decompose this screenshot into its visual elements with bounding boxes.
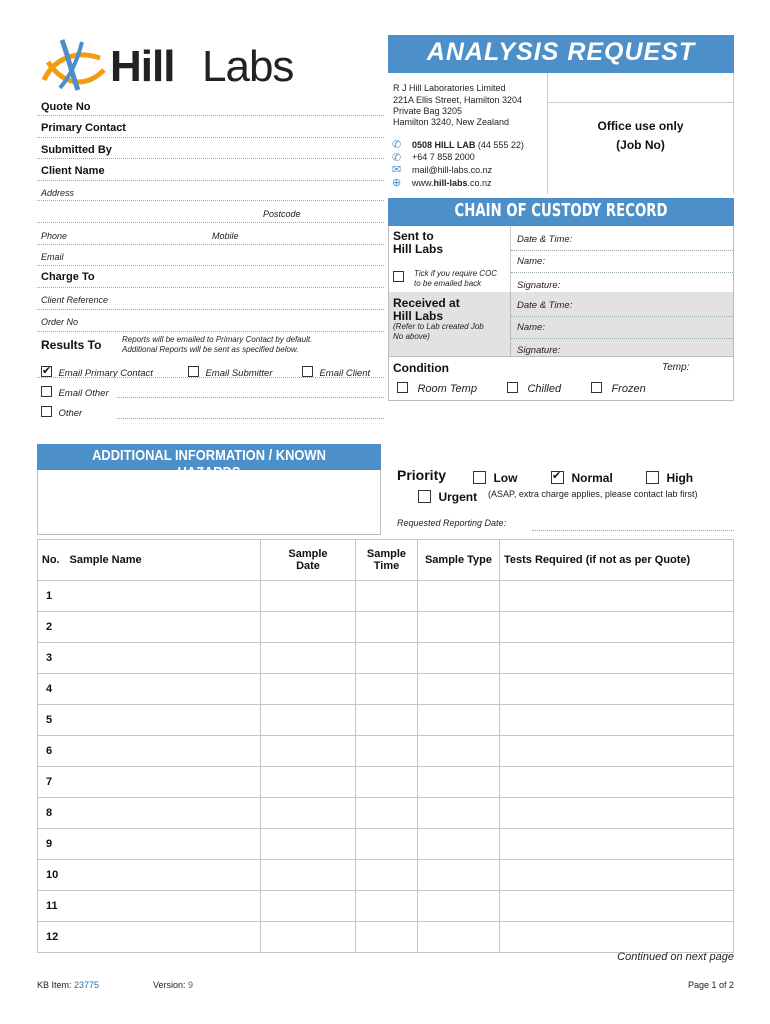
cell-no: 8 xyxy=(38,798,64,829)
email-client-checkbox[interactable] xyxy=(302,366,313,377)
room-temp-checkbox[interactable] xyxy=(397,382,408,393)
order-no-field[interactable] xyxy=(37,331,384,332)
charge-to-label: Charge To xyxy=(41,271,95,283)
tick-coc-line1: Tick if you require COC xyxy=(414,269,498,278)
company-city: Hamilton 3240, New Zealand xyxy=(393,117,510,127)
hill-labs-logo xyxy=(38,36,308,94)
temp-label: Temp: xyxy=(662,362,690,373)
cell-sample-type[interactable] xyxy=(418,736,500,767)
phone-icon-2: ✆ xyxy=(392,152,402,164)
cell-sample-type[interactable] xyxy=(418,674,500,705)
urgent-note: (ASAP, extra charge applies, please contact lab first) xyxy=(488,489,698,499)
kb-item-value: 23775 xyxy=(74,980,100,990)
priority-urgent-checkbox[interactable] xyxy=(418,490,431,503)
sent-date-field[interactable] xyxy=(511,250,733,251)
cell-sample-time[interactable] xyxy=(356,643,418,674)
col-tests-required: Tests Required (if not as per Quote) xyxy=(500,540,734,581)
email-client-label: Email Client xyxy=(319,368,371,379)
cell-sample-date[interactable] xyxy=(261,643,356,674)
cell-sample-date[interactable] xyxy=(261,581,356,612)
email-primary-checkbox[interactable] xyxy=(41,366,52,377)
address-field-2[interactable] xyxy=(37,222,384,223)
cell-tests-required[interactable] xyxy=(500,643,734,674)
phone-field[interactable] xyxy=(37,244,384,245)
cell-sample-name[interactable] xyxy=(64,674,261,705)
cell-tests-required[interactable] xyxy=(500,674,734,705)
priority-normal-checkbox[interactable] xyxy=(551,471,564,484)
table-row xyxy=(38,891,734,922)
email-label: Email xyxy=(41,252,64,262)
sent-name-field[interactable] xyxy=(511,272,733,273)
email-submitter-option[interactable] xyxy=(188,363,273,381)
email-other-checkbox[interactable] xyxy=(41,386,52,397)
cell-no: 9 xyxy=(38,829,64,860)
cell-sample-time[interactable] xyxy=(356,829,418,860)
cell-sample-name[interactable] xyxy=(64,798,261,829)
version-value: 9 xyxy=(188,980,194,990)
cell-sample-name[interactable] xyxy=(64,643,261,674)
chilled-option[interactable] xyxy=(507,379,561,397)
hill-labs-logo-icon xyxy=(38,36,110,92)
quote-no-field[interactable] xyxy=(37,115,384,116)
table-row xyxy=(38,767,734,798)
cell-sample-name[interactable] xyxy=(64,705,261,736)
company-street: 221A Ellis Street, Hamilton 3204 xyxy=(393,95,523,105)
cell-sample-date[interactable] xyxy=(261,860,356,891)
col-sample-type: Sample Type xyxy=(418,540,500,581)
other-option[interactable] xyxy=(41,403,82,421)
table-row xyxy=(38,674,734,705)
coc-email-back-checkbox[interactable] xyxy=(393,271,404,282)
email-submitter-checkbox[interactable] xyxy=(188,366,199,377)
email-submitter-label: Email Submitter xyxy=(205,368,273,379)
office-use-box-top-mark xyxy=(547,73,734,103)
kb-item-label: KB Item: xyxy=(37,980,72,990)
coc-email-back-option[interactable] xyxy=(393,268,404,286)
company-email[interactable]: mail@hill-labs.co.nz xyxy=(412,165,493,175)
office-use-job-no: (Job No) xyxy=(616,138,665,152)
cell-no: 4 xyxy=(38,674,64,705)
condition-top-rule xyxy=(389,356,733,357)
col-sample-name: Sample Name xyxy=(64,540,261,581)
received-divider xyxy=(510,292,511,356)
cell-tests-required[interactable] xyxy=(500,860,734,891)
sent-date-time-label: Date & Time: xyxy=(517,234,573,245)
priority-normal-label: Normal xyxy=(571,471,613,485)
company-website[interactable] xyxy=(412,178,492,188)
table-row xyxy=(38,612,734,643)
priority-high-label: High xyxy=(666,471,694,485)
received-name-label: Name: xyxy=(517,322,545,333)
submitted-by-label: Submitted By xyxy=(41,144,112,156)
company-bag: Private Bag 3205 xyxy=(393,106,463,116)
company-phone1-bold: 0508 HILL LAB xyxy=(412,140,476,150)
received-name-field[interactable] xyxy=(511,338,733,339)
email-field[interactable] xyxy=(37,265,384,266)
col-sample-date xyxy=(261,540,356,581)
cell-sample-name[interactable] xyxy=(64,612,261,643)
col-sample-time-text: Sample Time xyxy=(366,548,407,572)
sent-name-label: Name: xyxy=(517,256,545,267)
cell-tests-required[interactable] xyxy=(500,922,734,953)
samples-table-header xyxy=(38,540,734,581)
table-row xyxy=(38,860,734,891)
other-checkbox[interactable] xyxy=(41,406,52,417)
logo-text-light: Labs xyxy=(202,42,294,91)
cell-sample-date[interactable] xyxy=(261,922,356,953)
continued-note: Continued on next page xyxy=(617,951,734,963)
room-temp-label: Room Temp xyxy=(417,383,477,395)
kb-item xyxy=(37,980,99,990)
web-post: .co.nz xyxy=(467,178,492,188)
other-field[interactable] xyxy=(117,418,384,419)
cell-sample-type[interactable] xyxy=(418,860,500,891)
cell-sample-type[interactable] xyxy=(418,767,500,798)
results-to-label: Results To xyxy=(41,338,102,352)
submitted-by-field[interactable] xyxy=(37,158,384,159)
client-name-field[interactable] xyxy=(37,180,384,181)
cell-sample-time[interactable] xyxy=(356,860,418,891)
room-temp-option[interactable] xyxy=(397,379,477,397)
cell-sample-date[interactable] xyxy=(261,705,356,736)
cell-no: 6 xyxy=(38,736,64,767)
received-signature-label: Signature: xyxy=(517,345,561,356)
results-note-1: Reports will be emailed to Primary Contact by default. xyxy=(122,335,313,344)
table-row xyxy=(38,705,734,736)
received-date-field[interactable] xyxy=(511,316,733,317)
additional-info-title: ADDITIONAL INFORMATION / KNOWN HAZARDS xyxy=(92,447,326,481)
results-options-line xyxy=(37,377,384,378)
email-primary-label: Email Primary Contact xyxy=(58,368,153,379)
cell-sample-name[interactable] xyxy=(64,581,261,612)
requested-date-field[interactable] xyxy=(532,530,734,531)
frozen-option[interactable] xyxy=(591,379,646,397)
mobile-label: Mobile xyxy=(212,231,239,241)
cell-no: 2 xyxy=(38,612,64,643)
email-other-field[interactable] xyxy=(117,397,384,398)
priority-low-checkbox[interactable] xyxy=(473,471,486,484)
cell-sample-time[interactable] xyxy=(356,891,418,922)
cell-sample-type[interactable] xyxy=(418,798,500,829)
version-label: Version: xyxy=(153,980,186,990)
frozen-checkbox[interactable] xyxy=(591,382,602,393)
received-hill-labs-label: Hill Labs xyxy=(393,309,444,323)
cell-sample-date[interactable] xyxy=(261,674,356,705)
cell-sample-date[interactable] xyxy=(261,829,356,860)
email-other-option[interactable] xyxy=(41,383,109,401)
cell-sample-time[interactable] xyxy=(356,612,418,643)
samples-table xyxy=(37,539,734,953)
samples-table-body xyxy=(38,581,734,953)
address-field-1[interactable] xyxy=(37,200,384,201)
cell-no: 10 xyxy=(38,860,64,891)
cell-no: 11 xyxy=(38,891,64,922)
cell-tests-required[interactable] xyxy=(500,891,734,922)
cell-sample-time[interactable] xyxy=(356,581,418,612)
results-note-2: Additional Reports will be sent as specified below. xyxy=(122,345,299,354)
cell-sample-time[interactable] xyxy=(356,736,418,767)
cell-sample-name[interactable] xyxy=(64,767,261,798)
priority-label: Priority xyxy=(397,467,447,483)
analysis-request-title: ANALYSIS REQUEST xyxy=(426,38,696,66)
table-row xyxy=(38,829,734,860)
table-row xyxy=(38,798,734,829)
cell-sample-name[interactable] xyxy=(64,736,261,767)
table-row xyxy=(38,922,734,953)
cell-no: 1 xyxy=(38,581,64,612)
table-row xyxy=(38,736,734,767)
order-no-label: Order No xyxy=(41,317,79,327)
coc-title: CHAIN OF CUSTODY RECORD xyxy=(454,200,668,221)
company-phone1-rest: (44 555 22) xyxy=(477,140,524,150)
other-label: Other xyxy=(58,408,83,419)
cell-sample-type[interactable] xyxy=(418,891,500,922)
mail-icon: ✉ xyxy=(392,164,402,176)
cell-tests-required[interactable] xyxy=(500,705,734,736)
received-at-label: Received at xyxy=(393,296,460,310)
col-sample-time xyxy=(356,540,418,581)
cell-tests-required[interactable] xyxy=(500,612,734,643)
cell-sample-name[interactable] xyxy=(64,891,261,922)
cell-sample-date[interactable] xyxy=(261,891,356,922)
requested-date-label: Requested Reporting Date: xyxy=(397,518,507,528)
cell-sample-time[interactable] xyxy=(356,705,418,736)
cell-tests-required[interactable] xyxy=(500,736,734,767)
web-bold: hill-labs xyxy=(433,178,468,188)
cell-sample-time[interactable] xyxy=(356,922,418,953)
cell-sample-name[interactable] xyxy=(64,829,261,860)
cell-sample-name[interactable] xyxy=(64,860,261,891)
priority-low-option[interactable] xyxy=(473,469,517,487)
priority-urgent-label: Urgent xyxy=(438,490,478,504)
priority-low-label: Low xyxy=(493,471,518,485)
cell-tests-required[interactable] xyxy=(500,829,734,860)
cell-sample-date[interactable] xyxy=(261,612,356,643)
web-pre: www. xyxy=(412,178,434,188)
chilled-label: Chilled xyxy=(527,383,562,395)
cell-no: 12 xyxy=(38,922,64,953)
refer-note-2: No above) xyxy=(393,332,430,341)
cell-sample-date[interactable] xyxy=(261,798,356,829)
sent-hill-labs-label: Hill Labs xyxy=(393,242,444,256)
cell-sample-date[interactable] xyxy=(261,767,356,798)
office-use-label: Office use only xyxy=(597,119,684,133)
email-primary-option[interactable] xyxy=(41,363,153,381)
cell-sample-type[interactable] xyxy=(418,581,500,612)
cell-sample-type[interactable] xyxy=(418,705,500,736)
sent-divider xyxy=(510,226,511,292)
primary-contact-field[interactable] xyxy=(37,137,384,138)
cell-tests-required[interactable] xyxy=(500,798,734,829)
cell-no: 3 xyxy=(38,643,64,674)
priority-high-checkbox[interactable] xyxy=(646,471,659,484)
col-no: No. xyxy=(38,540,64,581)
email-client-option[interactable] xyxy=(302,363,370,381)
frozen-label: Frozen xyxy=(611,383,646,395)
sent-to-label: Sent to xyxy=(393,229,434,243)
company-phone2: +64 7 858 2000 xyxy=(412,152,475,162)
received-date-time-label: Date & Time: xyxy=(517,300,573,311)
primary-contact-label: Primary Contact xyxy=(41,122,126,134)
cell-sample-type[interactable] xyxy=(418,612,500,643)
postcode-label: Postcode xyxy=(263,209,301,219)
sent-signature-label: Signature: xyxy=(517,280,561,291)
quote-no-label: Quote No xyxy=(41,101,91,113)
cell-sample-type[interactable] xyxy=(418,922,500,953)
cell-sample-type[interactable] xyxy=(418,643,500,674)
cell-sample-date[interactable] xyxy=(261,736,356,767)
address-label: Address xyxy=(41,188,75,198)
phone-label: Phone xyxy=(41,231,68,241)
cell-sample-name[interactable] xyxy=(64,922,261,953)
col-sample-date-text: Sample Date xyxy=(288,548,328,572)
priority-normal-option[interactable] xyxy=(551,469,613,487)
phone-icon: ✆ xyxy=(392,139,402,151)
logo-text-bold: Hill xyxy=(110,42,175,91)
page-number: Page 1 of 2 xyxy=(687,980,734,990)
cell-sample-time[interactable] xyxy=(356,674,418,705)
table-row xyxy=(38,581,734,612)
cell-no: 5 xyxy=(38,705,64,736)
client-reference-field[interactable] xyxy=(37,309,384,310)
client-reference-label: Client Reference xyxy=(41,295,109,305)
priority-urgent-option[interactable] xyxy=(418,488,477,506)
condition-label: Condition xyxy=(393,361,449,375)
chilled-checkbox[interactable] xyxy=(507,382,518,393)
email-other-label: Email Other xyxy=(58,388,109,399)
refer-note-1: (Refer to Lab created Job xyxy=(393,322,484,331)
version xyxy=(153,980,193,990)
tick-coc-line2: to be emailed back xyxy=(414,279,482,288)
table-row xyxy=(38,643,734,674)
cell-tests-required[interactable] xyxy=(500,581,734,612)
charge-to-field[interactable] xyxy=(37,287,384,288)
company-name: R J Hill Laboratories Limited xyxy=(393,83,506,93)
priority-high-option[interactable] xyxy=(646,469,693,487)
client-name-label: Client Name xyxy=(41,165,105,177)
cell-tests-required[interactable] xyxy=(500,767,734,798)
company-phone1 xyxy=(412,140,524,150)
globe-icon: ⊕ xyxy=(392,177,402,189)
cell-sample-time[interactable] xyxy=(356,798,418,829)
cell-sample-type[interactable] xyxy=(418,829,500,860)
cell-sample-time[interactable] xyxy=(356,767,418,798)
cell-no: 7 xyxy=(38,767,64,798)
